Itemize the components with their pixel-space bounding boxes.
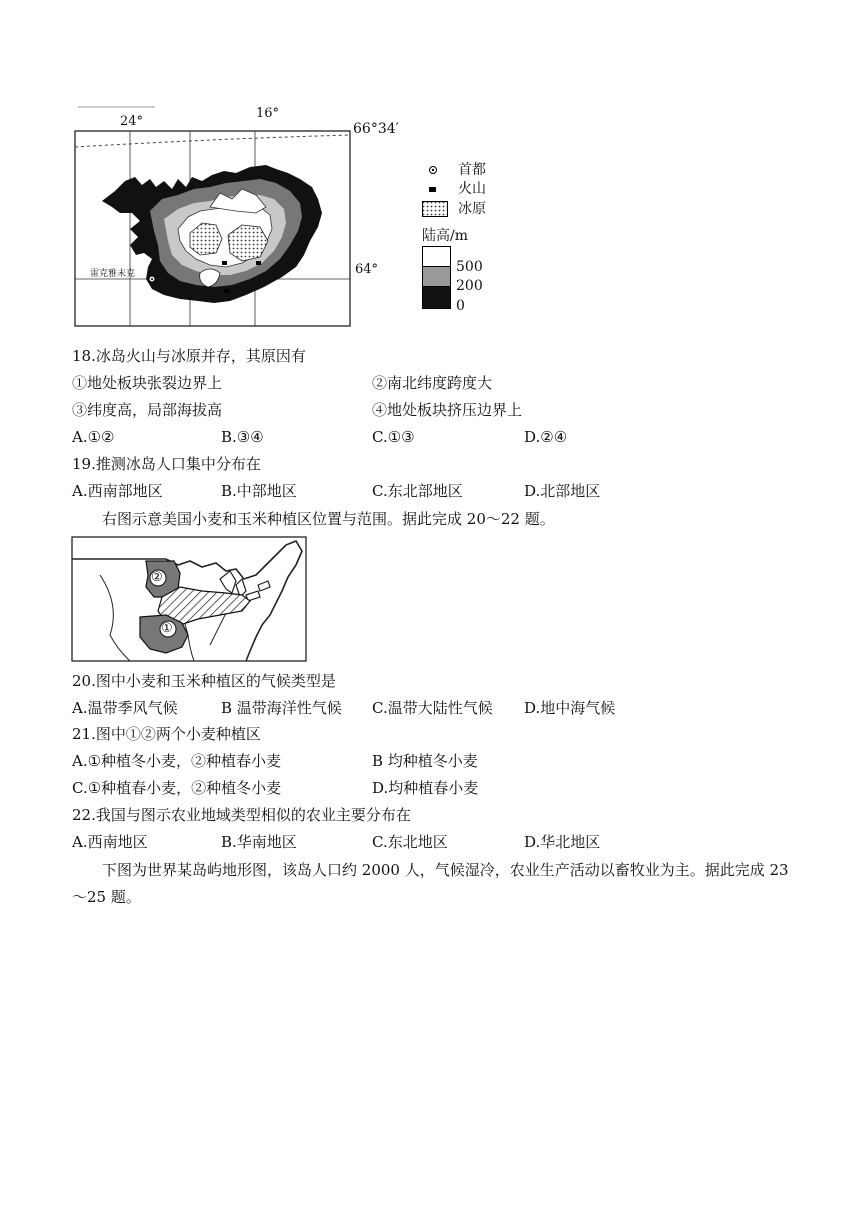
q21-stem: 21.图中①②两个小麦种植区	[72, 725, 261, 743]
legend-tick-500: 500	[456, 259, 483, 275]
lon-label-24: 24°	[120, 114, 144, 129]
q22-option-b: B.华南地区	[221, 833, 297, 851]
volcano-icon	[428, 186, 438, 194]
q19-option-a: A.西南部地区	[72, 482, 163, 500]
icefield-icon	[422, 201, 448, 217]
legend-volcano-label: 火山	[458, 181, 486, 197]
q19-option-d: D.北部地区	[524, 482, 601, 500]
q20-stem: 20.图中小麦和玉米种植区的气候类型是	[72, 672, 336, 690]
q18-option-a: A.①②	[72, 428, 115, 446]
lon-label-16: 16°	[256, 106, 280, 121]
q18-statement-4: ④地处板块挤压边界上	[372, 401, 523, 419]
map2-label-1: ①	[161, 621, 173, 636]
iceland-map	[60, 95, 360, 330]
intro-questions-20-22: 右图示意美国小麦和玉米种植区位置与范围。据此完成 20～22 题。	[102, 510, 555, 528]
legend-tick-0: 0	[456, 298, 465, 314]
q21-option-b: B 均种植冬小麦	[372, 752, 478, 770]
intro-questions-23-25: 下图为世界某岛屿地形图，该岛人口约 2000 人，气候湿冷，农业生产活动以畜牧业为主。据此完成 23～25 题。	[72, 861, 789, 906]
q20-option-b: B 温带海洋性气候	[221, 699, 342, 717]
legend-icefield-label: 冰原	[458, 201, 486, 217]
q18-statement-3: ③纬度高，局部海拔高	[72, 401, 223, 419]
q22-stem: 22.我国与图示农业地域类型相似的农业主要分布在	[72, 806, 411, 824]
elevation-scale-bar	[422, 246, 452, 312]
q19-option-c: C.东北部地区	[372, 482, 463, 500]
q20-option-d: D.地中海气候	[524, 699, 616, 717]
lat-label-64: 64°	[355, 262, 379, 277]
q21-option-d: D.均种植春小麦	[372, 779, 479, 797]
q22-option-d: D.华北地区	[524, 833, 601, 851]
q18-option-b: B.③④	[221, 428, 264, 446]
q18-option-d: D.②④	[524, 428, 568, 446]
q20-option-a: A.温带季风气候	[72, 699, 178, 717]
q18-statement-1: ①地处板块张裂边界上	[72, 374, 223, 392]
legend-capital-label: 首都	[458, 162, 486, 178]
q22-option-a: A.西南地区	[72, 833, 148, 851]
q21-option-c: C.①种植春小麦，②种植冬小麦	[72, 779, 282, 797]
capital-icon	[428, 165, 438, 175]
legend-elevation-title: 陆高/m	[422, 228, 468, 244]
q19-stem: 19.推测冰岛人口集中分布在	[72, 455, 261, 473]
q22-option-c: C.东北地区	[372, 833, 448, 851]
usa-crop-map	[70, 535, 310, 665]
lat-label-arctic-circle: 66°34′	[353, 121, 399, 137]
map2-label-2: ②	[151, 570, 163, 585]
q19-option-b: B.中部地区	[221, 482, 297, 500]
q18-statement-2: ②南北纬度跨度大	[372, 374, 493, 392]
q21-option-a: A.①种植冬小麦，②种植春小麦	[72, 752, 282, 770]
legend-tick-200: 200	[456, 278, 483, 294]
q20-option-c: C.温带大陆性气候	[372, 699, 493, 717]
q18-stem: 18.冰岛火山与冰原并存，其原因有	[72, 347, 306, 365]
q18-option-c: C.①③	[372, 428, 415, 446]
city-label-reykjavik: 雷克雅未克	[90, 269, 136, 279]
